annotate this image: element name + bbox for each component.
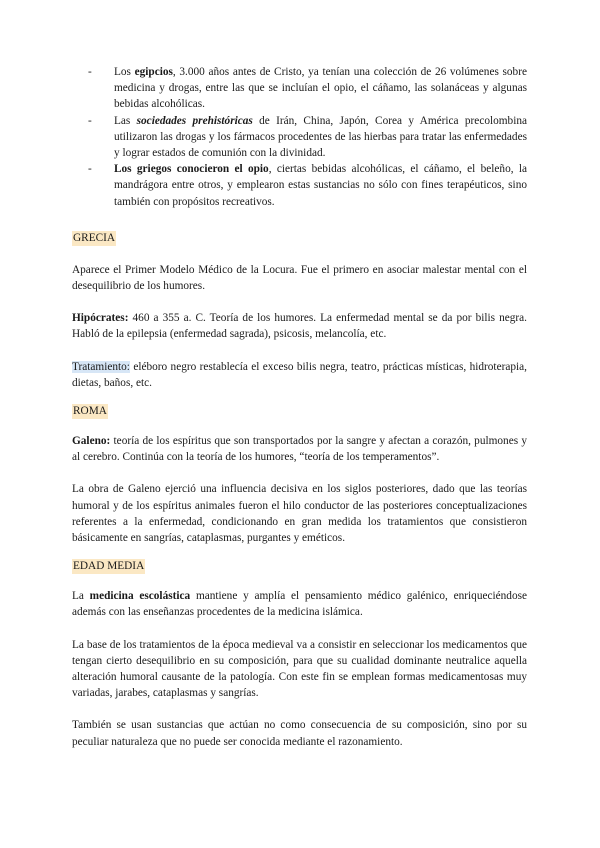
medicina-escolastica-term: medicina escolástica: [89, 590, 191, 603]
section-heading-grecia: GRECIA: [73, 231, 116, 244]
list-item: [88, 113, 527, 162]
bullet-dash: -: [88, 114, 92, 127]
bullet-text: , 3.000 años antes de Cristo, ya tenían una colección de 26 volúmenes sobre medicina y drogas, entre las que se incluían el opio, el cáñamo, las solanáceas y algunas bebidas alcohólicas.: [114, 66, 527, 111]
paragraph-text: 460 a 355 a. C. Teoría de los humores. La enfermedad mental se da por bilis negra. Habló de la epilepsia (enfermedad sagrada), psicosis, melancolía, etc.: [72, 312, 527, 341]
bullet-bold-term: egipcios: [134, 66, 173, 78]
roma-paragraph-galeno: [72, 433, 527, 465]
list-item: [88, 64, 527, 113]
edad-media-paragraph-3: También se usan sustancias que actúan no como consecuencia de su composición, sino por su peculiar naturaleza que no puede ser conocida mediante el razonamiento.: [72, 719, 527, 748]
galeno-label: Galeno:: [72, 435, 111, 448]
list-item: [88, 161, 527, 210]
roma-paragraph-2: La obra de Galeno ejerció una influencia decisiva en los siglos posteriores, dado que las teorías humoral y de los espíritus animales fueron el hilo conductor de las posteriores conceptualizaciones referentes a la enfermedad, condicionando en gran medida los tratamientos que consistieron básicamente en sangrías, cataplasmas, purgantes y eméticos.: [72, 483, 527, 545]
section-heading-roma: ROMA: [73, 405, 107, 418]
bullet-text: Los: [114, 66, 135, 78]
grecia-paragraph-1: Aparece el Primer Modelo Médico de la Locura. Fue el primero en asociar malestar mental con el desequilibrio de los humores.: [72, 263, 527, 293]
bullet-dash: -: [88, 163, 92, 176]
grecia-paragraph-tratamiento: [72, 359, 527, 391]
paragraph-text: mantiene y amplía el pensamiento médico galénico, enriqueciéndose además con las enseñanzas procedentes de la medicina islámica.: [72, 590, 527, 619]
paragraph-text: eléboro negro restablecía el exceso bilis negra, teatro, prácticas místicas, hidroterapia, dietas, baños, etc.: [72, 360, 527, 389]
edad-media-paragraph-1: [72, 588, 527, 620]
bullet-bold-term: sociedades prehistóricas: [136, 114, 253, 127]
section-heading-edad-media: EDAD MEDIA: [73, 560, 145, 573]
bullet-text: Las: [114, 114, 137, 127]
bullet-text: de Irán, China, Japón, Corea y América precolombina utilizaron las drogas y los fármacos procedentes de las hierbas para tratar las enfermedades y lograr estados de comunión con la divinidad.: [114, 114, 527, 160]
intro-bullet-list: [88, 64, 527, 210]
bullet-bold-term: Los griegos conocieron el opio: [114, 163, 269, 176]
tratamiento-label: Tratamiento:: [72, 360, 130, 373]
bullet-dash: -: [88, 66, 92, 78]
grecia-paragraph-hipocrates: [72, 310, 527, 342]
document-page: [72, 64, 527, 750]
bullet-text: , ciertas bebidas alcohólicas, el cáñamo, el beleño, la mandrágora entre otros, y emplearon estas sustancias no sólo con fines terapéuticos, sino también con propósitos recreativos.: [114, 163, 528, 208]
paragraph-text: La: [72, 590, 90, 603]
edad-media-paragraph-2: La base de los tratamientos de la época medieval va a consistir en seleccionar los medicamentos que tengan cierto desequilibrio en su composición, para que su cualidad dominante neutralice aquella alteración humoral causante de la patología. Con este fin se emplean formas medicamentosas muy variadas, jarabes, cataplasmas y sangrías.: [72, 638, 527, 700]
paragraph-text: teoría de los espíritus que son transportados por la sangre y afectan a corazón, pulmones y al cerebro. Continúa con la teoría de los humores, “teoría de los temperamentos”.: [72, 435, 527, 464]
hipocrates-label: Hipócrates:: [72, 312, 129, 325]
